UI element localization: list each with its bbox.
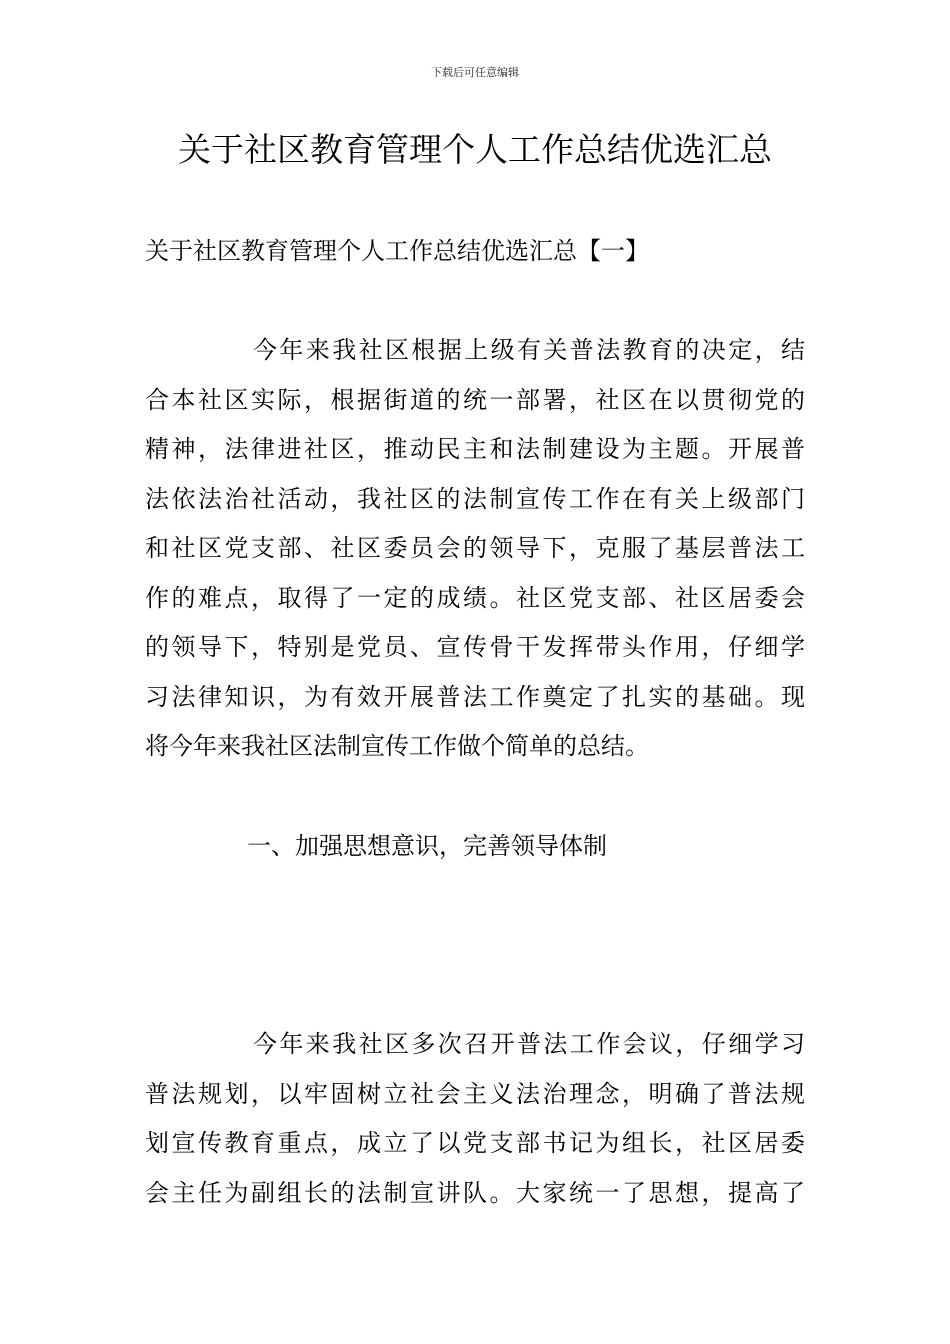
paragraph-line: 精神，法律进社区，推动民主和法制建设为主题。开展普 xyxy=(145,435,805,463)
paragraph-line: 将今年来我社区法制宣传工作做个简单的总结。 xyxy=(145,732,649,760)
paragraph-line: 今年来我社区多次召开普法工作会议，仔细学习 xyxy=(253,1030,805,1058)
paragraph-line: 的领导下，特别是党员、宣传骨干发挥带头作用，仔细学 xyxy=(145,633,805,661)
paragraph-line: 和社区党支部、社区委员会的领导下，克服了基层普法工 xyxy=(145,534,805,562)
paragraph-line: 作的难点，取得了一定的成绩。社区党支部、社区居委会 xyxy=(145,583,805,612)
paragraph-line: 法依法治社活动，我社区的法制宣传工作在有关上级部门 xyxy=(145,484,805,513)
section-heading-text: 一、加强思想意识，完善领导体制 xyxy=(247,832,607,860)
paragraph-line: 今年来我社区根据上级有关普法教育的决定，结 xyxy=(253,336,805,364)
section-heading-1 xyxy=(145,822,805,872)
paragraph-line: 习法律知识，为有效开展普法工作奠定了扎实的基础。现 xyxy=(145,682,805,711)
header-note: 下载后可任意编辑 xyxy=(431,66,519,79)
document-title: 关于社区教育管理个人工作总结优选汇总 xyxy=(178,130,772,169)
paragraph-line: 普法规划，以牢固树立社会主义法治理念，明确了普法规 xyxy=(145,1079,805,1108)
paragraph-line: 划宣传教育重点，成立了以党支部书记为组长，社区居委 xyxy=(145,1129,805,1157)
paragraph-line: 会主任为副组长的法制宣讲队。大家统一了思想，提高了 xyxy=(145,1178,805,1207)
section-subtitle xyxy=(145,227,805,277)
paragraph-line: 合本社区实际，根据街道的统一部署，社区在以贯彻党的 xyxy=(145,385,805,414)
paragraph-1 xyxy=(145,326,805,772)
paragraph-2 xyxy=(145,1020,805,1218)
subtitle-line: 关于社区教育管理个人工作总结优选汇总【一】 xyxy=(145,237,649,265)
